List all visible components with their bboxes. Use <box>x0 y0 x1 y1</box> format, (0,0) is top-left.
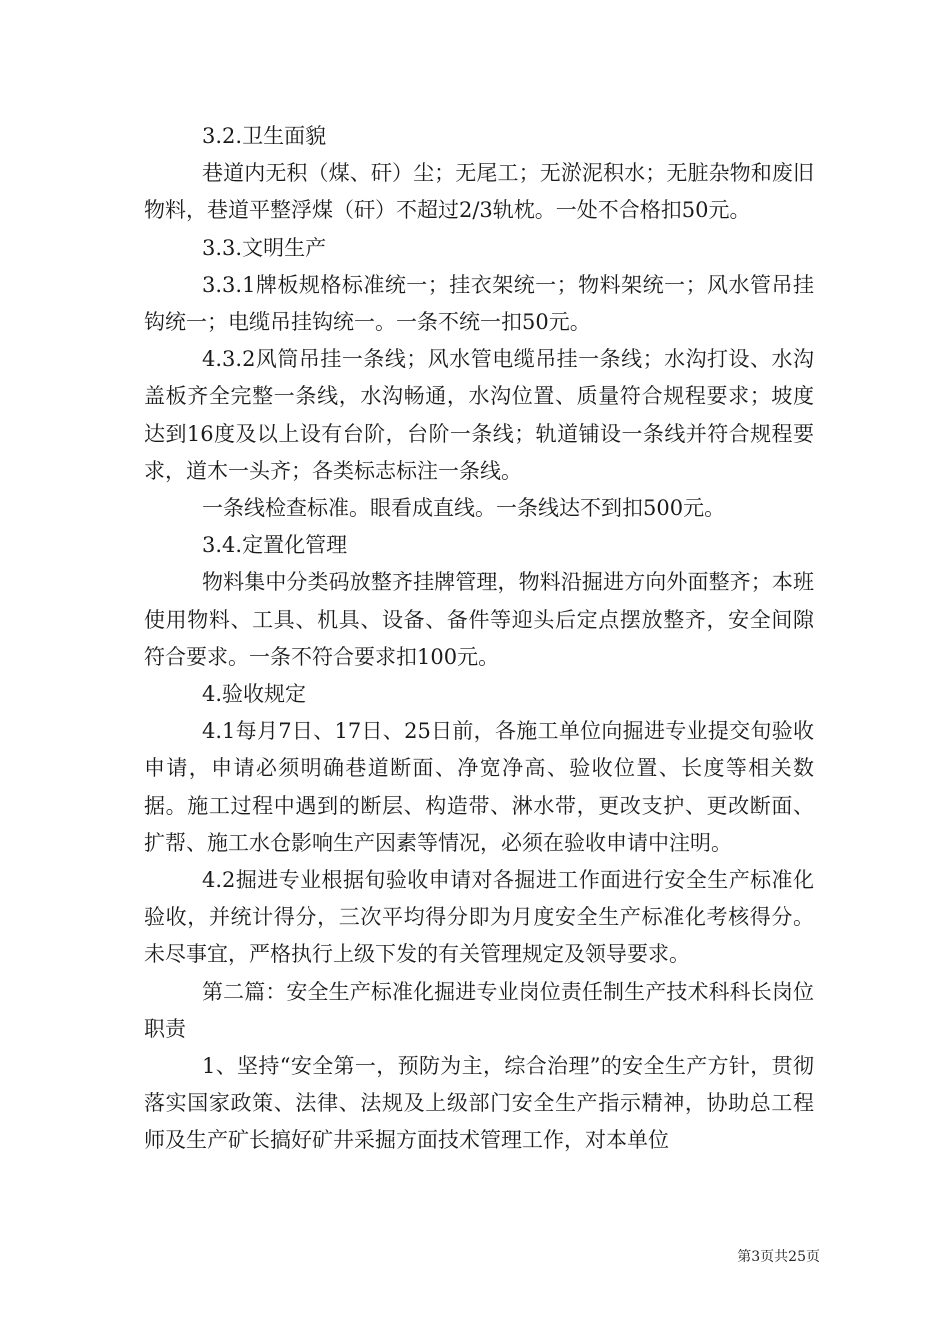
chapter-heading: 第二篇：安全生产标准化掘进专业岗位责任制生产技术科科长岗位职责 <box>144 979 814 1041</box>
paragraph: 巷道内无积（煤、矸）尘；无尾工；无淤泥积水；无脏杂物和废旧物料，巷道平整浮煤（矸）不超过2/3轨枕。一处不合格扣50元。 <box>144 161 814 223</box>
section-heading: 4.验收规定 <box>202 682 307 707</box>
section-heading: 3.3.文明生产 <box>202 235 327 260</box>
paragraph: 物料集中分类码放整齐挂牌管理，物料沿掘进方向外面整齐；本班使用物料、工具、机具、设备、备件等迎头后定点摆放整齐，安全间隙符合要求。一条不符合要求扣100元。 <box>144 570 814 669</box>
paragraph: 4.3.2风筒吊挂一条线；风水管电缆吊挂一条线；水沟打设、水沟盖板齐全完整一条线，水沟畅通，水沟位置、质量符合规程要求；坡度达到16度及以上设有台阶，台阶一条线；轨道铺设一条线并符合规程要求，道木一头齐；各类标志标注一条线。 <box>144 347 814 483</box>
paragraph: 4.2掘进专业根据旬验收申请对各掘进工作面进行安全生产标准化验收，并统计得分，三次平均得分即为月度安全生产标准化考核得分。未尽事宜，严格执行上级下发的有关管理规定及领导要求。 <box>144 868 814 967</box>
section-heading: 3.2.卫生面貌 <box>202 124 327 148</box>
paragraph: 一条线检查标准。眼看成直线。一条线达不到扣500元。 <box>202 496 726 521</box>
document-body <box>144 118 814 1160</box>
section-heading: 3.4.定置化管理 <box>202 533 348 558</box>
page-number: 第3页共25页 <box>737 1249 820 1265</box>
paragraph: 3.3.1牌板规格标准统一；挂衣架统一；物料架统一；风水管吊挂钩统一；电缆吊挂钩统一。一条不统一扣50元。 <box>144 272 814 335</box>
paragraph: 4.1每月7日、17日、25日前，各施工单位向掘进专业提交旬验收申请，申请必须明确巷道断面、净宽净高、验收位置、长度等相关数据。施工过程中遇到的断层、构造带、淋水带，更改支护、更改断面、扩帮、施工水仓影响生产因素等情况，必须在验收申请中注明。 <box>144 719 814 855</box>
paragraph: 1、坚持“安全第一，预防为主，综合治理”的安全生产方针，贯彻落实国家政策、法律、法规及上级部门安全生产指示精神，协助总工程师及生产矿长搞好矿井采掘方面技术管理工作，对本单位 <box>144 1054 814 1153</box>
